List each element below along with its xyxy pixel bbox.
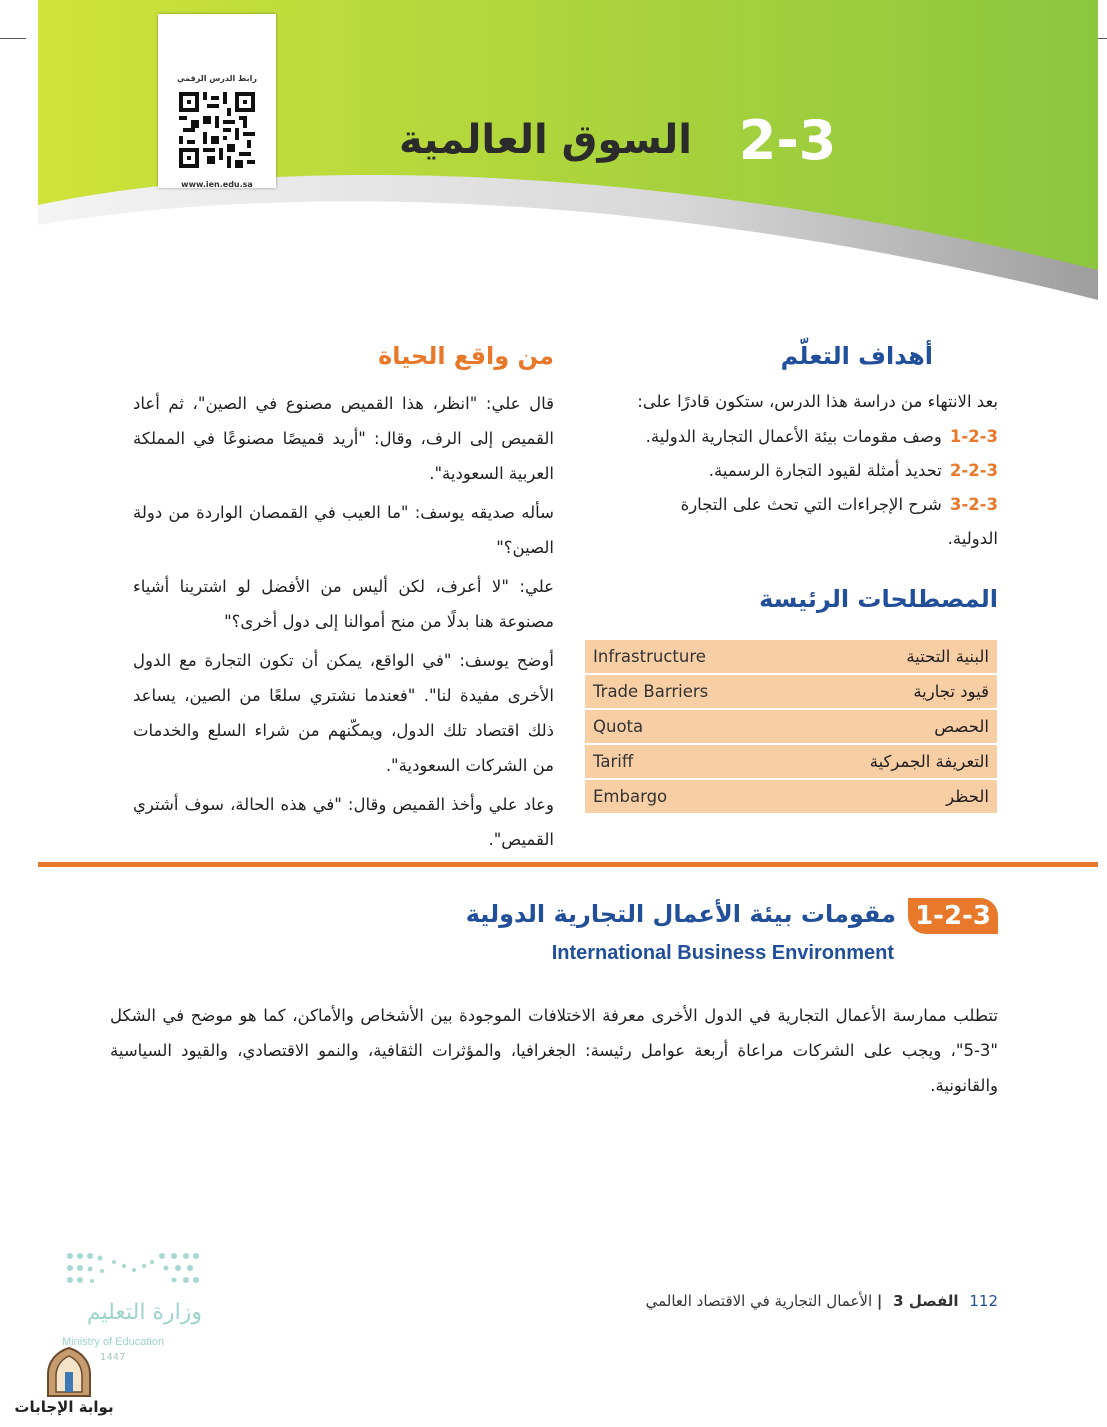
ministry-logo-icon bbox=[62, 1248, 202, 1296]
goal-text: تحديد أمثلة لقيود التجارة الرسمية. bbox=[708, 461, 942, 480]
qr-code-icon bbox=[179, 92, 255, 168]
story-paragraph: سأله صديقه يوسف: "ما العيب في القمصان الواردة من دولة الصين؟" bbox=[133, 503, 554, 557]
lesson-number: 2-3 bbox=[738, 109, 837, 172]
lesson-heading bbox=[399, 110, 999, 171]
chapter-label: الفصل 3 bbox=[893, 1292, 959, 1310]
term-ar: الحظر bbox=[788, 779, 997, 814]
ministry-name-ar: وزارة التعليم bbox=[86, 1300, 202, 1325]
story-paragraph: وعاد علي وأخذ القميص وقال: "في هذه الحالة، سوف أشتري القميص". bbox=[133, 795, 554, 849]
lesson-title: السوق العالمية bbox=[399, 117, 692, 163]
real-life-story bbox=[133, 386, 554, 857]
watermark-text: بوابة الإجابات bbox=[14, 1398, 114, 1416]
key-terms-title: المصطلحات الرئيسة bbox=[759, 585, 998, 613]
goal-item bbox=[585, 420, 998, 454]
term-en: Tariff bbox=[585, 744, 788, 779]
section-title-ar: مقومات بيئة الأعمال التجارية الدولية bbox=[465, 900, 896, 928]
goal-text: وصف مقومات بيئة الأعمال التجارية الدولية. bbox=[645, 427, 942, 446]
qr-caption: رابط الدرس الرقمي bbox=[177, 74, 257, 83]
learning-goals-intro: بعد الانتهاء من دراسة هذا الدرس، ستكون قادرًا على: bbox=[637, 392, 998, 411]
term-en: Trade Barriers bbox=[585, 674, 788, 709]
table-row bbox=[585, 640, 997, 674]
footer-separator: | bbox=[876, 1292, 883, 1310]
key-terms-table bbox=[585, 640, 997, 815]
goal-text: شرح الإجراءات التي تحث على التجارة الدولية. bbox=[680, 495, 998, 548]
table-row bbox=[585, 779, 997, 814]
section-body: تتطلب ممارسة الأعمال التجارية في الدول الأخرى معرفة الاختلافات الموجودة بين الأشخاص والأماكن، كما هو موضح في الشكل "3-5"، ويجب على الشركات مراعاة أربعة عوامل رئيسة: الجغرافيا، والمؤثرات الثقافية، والنمو الاقتصادي، والقيود السياسية والقانونية. bbox=[110, 1006, 998, 1095]
goal-number: 1-2-3 bbox=[949, 427, 998, 446]
section-title-en: International Business Environment bbox=[551, 942, 894, 964]
story-paragraph: قال علي: "انظر، هذا القميص مصنوع في الصين"، ثم أعاد القميص إلى الرف، وقال: "أريد قميصًا مصنوعًا في المملكة العربية السعودية". bbox=[133, 394, 554, 483]
goal-item bbox=[585, 488, 998, 556]
term-ar: البنية التحتية bbox=[788, 640, 997, 674]
section-divider bbox=[38, 862, 1098, 867]
term-ar: قيود تجارية bbox=[788, 674, 997, 709]
learning-goals-list bbox=[585, 420, 998, 556]
table-row bbox=[585, 744, 997, 779]
goal-number: 2-2-3 bbox=[949, 461, 998, 480]
real-life-title: من واقع الحياة bbox=[378, 342, 554, 370]
mosque-logo-icon bbox=[44, 1346, 94, 1398]
term-en: Quota bbox=[585, 709, 788, 744]
learning-goals-title: أهداف التعلّم bbox=[780, 342, 933, 370]
page-number: 112 bbox=[969, 1292, 998, 1310]
chapter-title: الأعمال التجارية في الاقتصاد العالمي bbox=[645, 1292, 873, 1310]
term-en: Embargo bbox=[585, 779, 788, 814]
table-row bbox=[585, 709, 997, 744]
footer-page-info bbox=[600, 1292, 998, 1310]
goal-item bbox=[585, 454, 998, 488]
qr-url[interactable]: www.ien.edu.sa bbox=[181, 180, 253, 189]
table-row bbox=[585, 674, 997, 709]
story-paragraph: أوضح يوسف: "في الواقع، يمكن أن تكون التجارة مع الدول الأخرى مفيدة لنا". "فعندما نشتري سلعًا من الصين، يساعد ذلك اقتصاد تلك الدول، ويمكّنهم من شراء السلع والخدمات من الشركات السعودية". bbox=[133, 651, 554, 775]
ministry-year: 1447 bbox=[100, 1352, 126, 1363]
story-paragraph: علي: "لا أعرف، لكن أليس من الأفضل لو اشترينا أشياء مصنوعة هنا بدلًا من منح أموالنا إلى دول أخرى؟" bbox=[133, 577, 554, 631]
goal-number: 3-2-3 bbox=[949, 495, 998, 514]
term-ar: الحصص bbox=[788, 709, 997, 744]
ministry-name-en: Ministry of Education bbox=[62, 1336, 165, 1348]
term-ar: التعريفة الجمركية bbox=[788, 744, 997, 779]
term-en: Infrastructure bbox=[585, 640, 788, 674]
qr-card[interactable] bbox=[158, 14, 276, 188]
section-number-badge: 1-2-3 bbox=[908, 898, 998, 934]
